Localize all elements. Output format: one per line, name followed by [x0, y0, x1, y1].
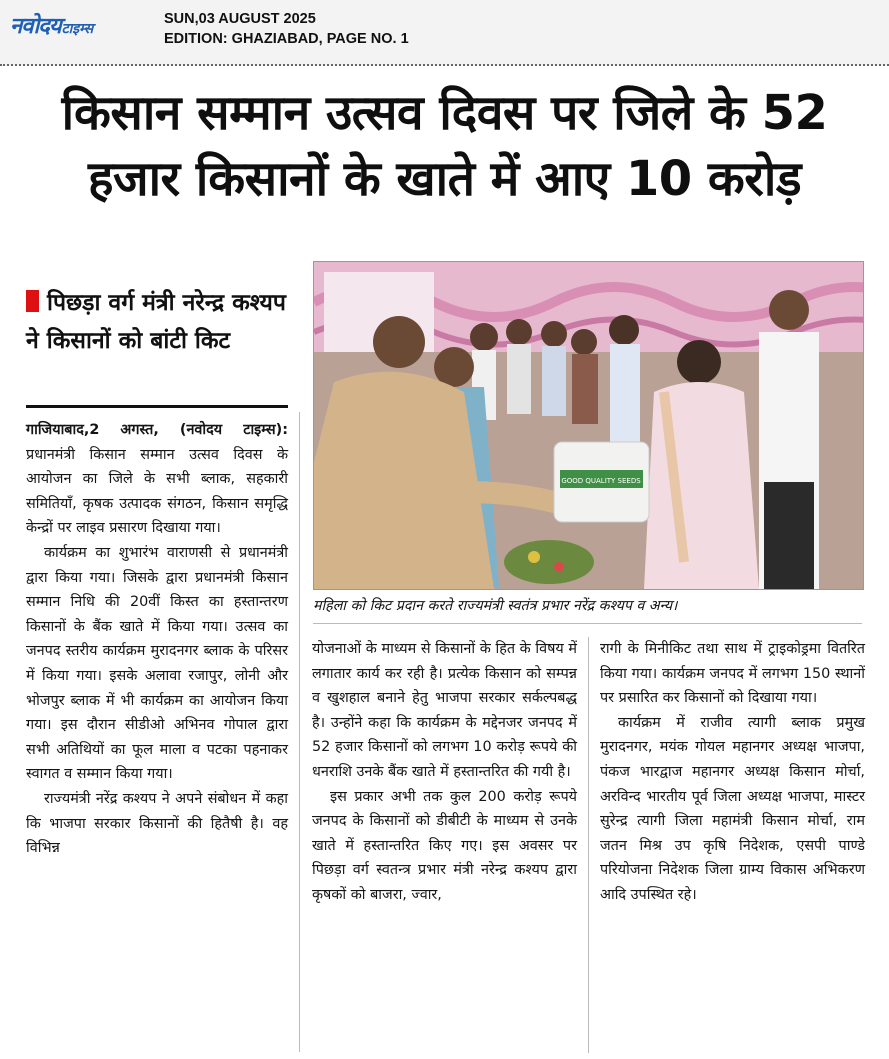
photo-caption: महिला को किट प्रदान करते राज्यमंत्री स्वतंत्र प्रभार नरेंद्र कश्यप व अन्य।	[313, 598, 678, 614]
article-subheadline	[26, 284, 288, 360]
article-column-3	[600, 637, 865, 908]
dateline: गाजियाबाद,2 अगस्त, (नवोदय टाइम्स):	[26, 422, 288, 438]
article-photo	[313, 261, 864, 590]
logo-main-text: नवोदय	[10, 14, 61, 39]
column-divider	[588, 637, 589, 1053]
paragraph: कार्यक्रम में राजीव त्यागी ब्लाक प्रमुख मुरादनगर, मयंक गोयल महानगर अध्यक्ष भाजपा, पंकज भारद्वाज महानगर अध्यक्ष किसान मोर्चा, अरविन्द भारतीय पूर्व जिला अध्यक्ष भाजपा, मास्टर सुरेन्द्र त्यागी जिला महामंत्री किसान मोर्चा, राम जतन मिश्र उप कृषि निदेशक, एसपी पाण्डे परियोजना निदेशक जिला ग्राम्य विकास अभिकरण आदि उपस्थित रहे।	[600, 714, 865, 903]
seed-bag-label: GOOD QUALITY SEEDS	[561, 477, 641, 485]
subhead-divider	[26, 405, 288, 408]
newspaper-logo	[10, 10, 94, 39]
headline-line-1: किसान सम्मान उत्सव दिवस पर जिले के 52	[61, 85, 828, 141]
event-photo-illustration	[314, 262, 863, 589]
paragraph: राज्यमंत्री नरेंद्र कश्यप ने अपने संबोधन में कहा कि भाजपा सरकार किसानों की हितैषी है। वह विभिन्न	[26, 790, 288, 857]
edition-page: EDITION: GHAZIABAD, PAGE NO. 1	[164, 31, 409, 47]
headline-line-2: हजार किसानों के खाते में आए 10 करोड़	[87, 151, 802, 207]
paragraph: रागी के मिनीकिट तथा साथ में ट्राइकोड्रमा वितरित किया गया। कार्यक्रम जनपद में लगभग 150 स्थानों पर प्रसारित कर किसानों को दिखाया गया।	[600, 641, 865, 707]
article-column-1	[26, 418, 288, 861]
column-divider	[299, 412, 300, 1052]
subheadline-text: पिछड़ा वर्ग मंत्री नरेन्द्र कश्यप ने किसानों को बांटी किट	[26, 290, 286, 354]
edition-info	[164, 9, 409, 49]
masthead-bar	[0, 0, 889, 66]
red-bullet-icon	[26, 290, 39, 312]
caption-divider	[313, 623, 862, 624]
paragraph-text: प्रधानमंत्री किसान सम्मान उत्सव दिवस के आयोजन का जिले के सभी ब्लाक, सहकारी समितियाँ, कृषक उत्पादक संगठन, किसान समृद्धि केन्द्रों पर लाइव प्रसारण दिखाया गया।	[26, 446, 288, 537]
paragraph: योजनाओं के माध्यम से किसानों के हित के विषय में लगातार कार्य कर रही है। प्रत्येक किसान को सम्पन्न व खुशहाल बनाने हेतु भाजपा सरकार सर्कल्पबद्ध है। उन्होंने कहा कि कार्यक्रम के मद्देनजर जनपद में 52 हजार किसानों को लगभग 10 करोड़ रूपये की धनराशि उनके बैंक खाते में हस्तान्तरित की गयी है।	[312, 641, 577, 780]
paragraph: इस प्रकार अभी तक कुल 200 करोड़ रूपये जनपद के किसानों को डीबीटी के माध्यम से उनके खाते में हस्तान्तरित किए गए। इस अवसर पर पिछड़ा वर्ग स्वतन्त्र प्रभार मंत्री नरेन्द्र कश्यप द्वारा कृषकों को बाजरा, ज्वार,	[312, 788, 577, 903]
paragraph	[26, 418, 288, 541]
paragraph: कार्यक्रम का शुभारंभ वाराणसी से प्रधानमंत्री द्वारा किया गया। जिसके द्वारा प्रधानमंत्री किसान सम्मान निधि की 20वीं किस्त का हस्तान्तरण किसानों के बैंक खाते में किया गया। उत्सव का जनपद स्तरीय कार्यक्रम मुरादनगर ब्लाक के परिसर में किया गया। इसके अलावा रजापुर, लोनी और भोजपुर ब्लाक में भी कार्यक्रम का आयोजन किया गया। इस दौरान सीडीओ अभिनव गोपाल द्वारा सभी अतिथियों का फूल माला व पटका पहनाकर स्वागत व सम्मान किया गया।	[26, 544, 288, 783]
publication-date: SUN,03 AUGUST 2025	[164, 11, 316, 27]
article-headline	[10, 80, 879, 212]
logo-sub-text: टाइम्स	[61, 21, 94, 37]
article-column-2	[312, 637, 577, 908]
